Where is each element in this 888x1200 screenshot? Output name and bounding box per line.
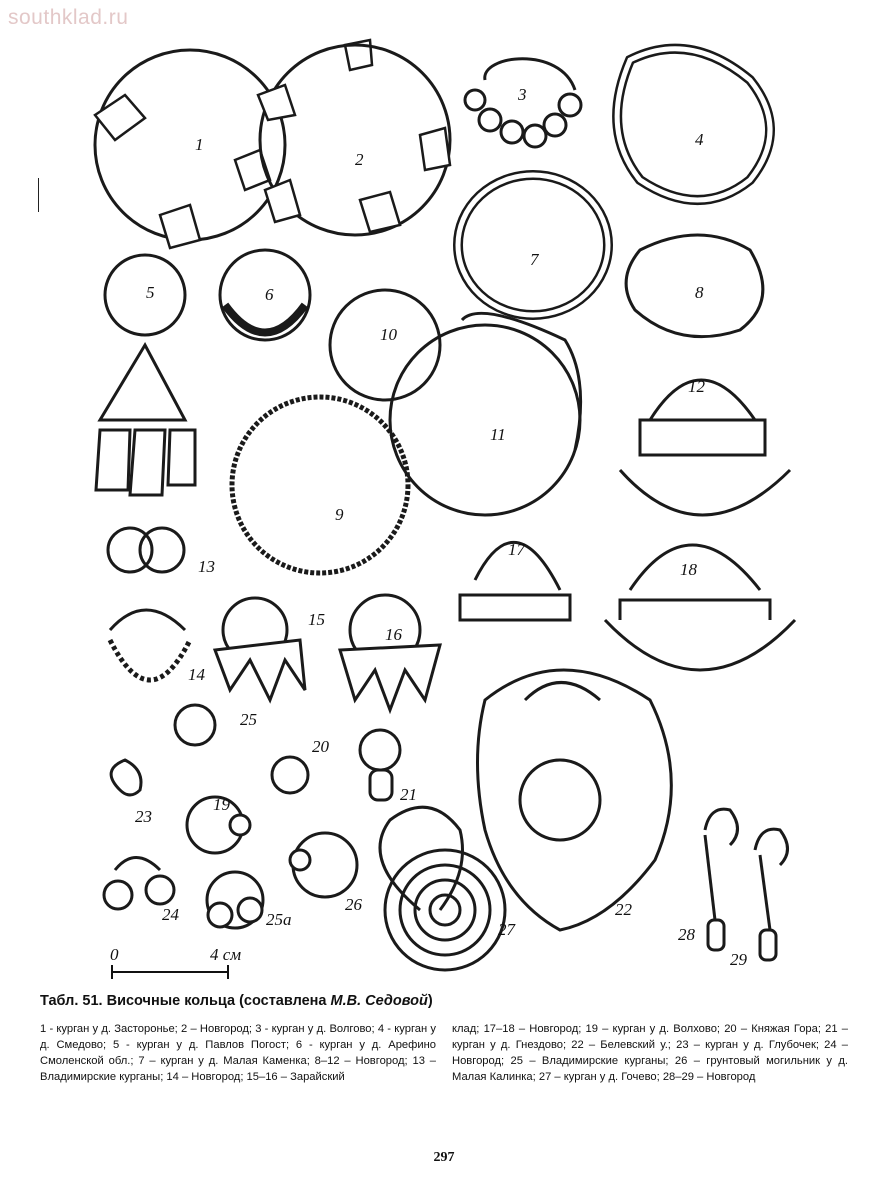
ring-1 xyxy=(95,40,372,248)
label-3: 3 xyxy=(518,85,527,104)
ring-29 xyxy=(755,829,788,960)
label-9: 9 xyxy=(335,505,344,524)
label-18: 18 xyxy=(680,560,697,579)
label-24: 24 xyxy=(162,905,179,924)
label-23: 23 xyxy=(135,807,152,826)
label-20: 20 xyxy=(312,737,329,756)
ring-22 xyxy=(478,670,672,930)
ring-24 xyxy=(104,858,174,910)
ring-18 xyxy=(605,545,795,670)
caption-title xyxy=(40,993,860,1009)
label-25: 25 xyxy=(240,710,257,729)
label-8: 8 xyxy=(695,283,704,302)
label-21: 21 xyxy=(400,785,417,804)
label-1: 1 xyxy=(195,135,204,154)
ring-23 xyxy=(111,760,141,795)
watermark: southklad.ru xyxy=(8,6,129,29)
label-12: 12 xyxy=(688,377,705,396)
ring-21 xyxy=(360,730,400,800)
ring-26 xyxy=(290,833,357,897)
label-7: 7 xyxy=(530,250,539,269)
scale-label-start: 0 xyxy=(110,945,119,964)
label-14: 14 xyxy=(188,665,205,684)
label-22: 22 xyxy=(615,900,632,919)
ring-10 xyxy=(330,290,440,400)
ring-11 xyxy=(390,313,581,515)
ring-13 xyxy=(108,528,184,572)
label-13: 13 xyxy=(198,557,215,576)
label-10: 10 xyxy=(380,325,397,344)
label-25a: 25а xyxy=(266,910,292,929)
label-26: 26 xyxy=(345,895,362,914)
ring-12 xyxy=(620,380,790,515)
ring-9 xyxy=(232,397,408,573)
scale-label-end: 4 см xyxy=(210,945,242,964)
label-16: 16 xyxy=(385,625,402,644)
label-15: 15 xyxy=(308,610,325,629)
label-29: 29 xyxy=(730,950,747,969)
label-4: 4 xyxy=(695,130,704,149)
ring-4 xyxy=(617,49,770,200)
label-27: 27 xyxy=(498,920,515,939)
label-2: 2 xyxy=(355,150,364,169)
ring-25 xyxy=(175,705,215,745)
ring-28 xyxy=(705,809,738,950)
caption-title-prefix: Табл. 51. Височные кольца (составлена xyxy=(40,993,331,1009)
label-19: 19 xyxy=(213,795,230,814)
caption-column-left: 1 - курган у д. Засторонье; 2 – Новгород; 3 - курган у д. Волгово; 4 - курган у д. Смедово; 5 - курган у д. Павлов Погост; 6 - курган у д. Арефино Смоленской обл.; 7 – курган у д. Малая Каменка; 8–12 – Новгород; 13 – Владимирские курганы; 14 – Новгород; 15–16 – Зарайский xyxy=(40,1023,436,1083)
label-5: 5 xyxy=(146,283,155,302)
ring-16 xyxy=(340,595,440,710)
scale-bar xyxy=(112,965,228,979)
label-6: 6 xyxy=(265,285,274,304)
page-number: 297 xyxy=(433,1150,455,1165)
caption-title-suffix: ) xyxy=(427,993,433,1009)
ring-20 xyxy=(272,757,308,793)
ring-14 xyxy=(110,610,190,680)
label-28: 28 xyxy=(678,925,695,944)
caption-column-right: клад; 17–18 – Новгород; 19 – курган у д. Волхово; 20 – Княжая Гора; 21 – курган у д. Гнездово; 22 – Белевский у.; 23 – курган у д. Глубочек; 24 – Новгород; 25 – Владимирские курганы; 26 – грунтовый могильник у д. Малая Калинка; 27 – курган у д. Гочево; 28–29 – Новгород xyxy=(452,1023,848,1083)
ring-15 xyxy=(215,598,305,700)
caption-title-author: М.В. Седовой xyxy=(330,993,428,1009)
label-17: 17 xyxy=(508,540,525,559)
ring-25a xyxy=(207,872,263,928)
label-11: 11 xyxy=(490,425,506,444)
ring-2 xyxy=(258,45,450,235)
ring-7 xyxy=(458,175,608,315)
